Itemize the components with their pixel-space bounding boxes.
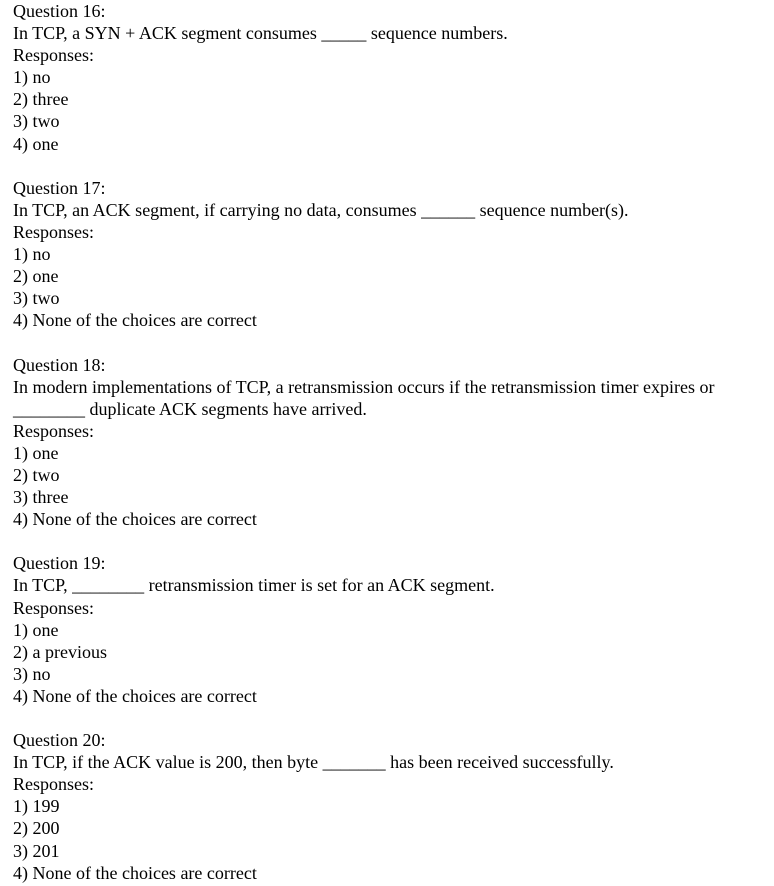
response-option: 2) 200 bbox=[13, 818, 60, 839]
response-option: 3) two bbox=[13, 111, 60, 132]
responses-label: Responses: bbox=[13, 221, 94, 242]
question-title: Question 16: bbox=[13, 1, 106, 21]
response-option: 3) three bbox=[13, 487, 69, 508]
response-option: 4) None of the choices are correct bbox=[13, 685, 257, 706]
response-option: 1) no bbox=[13, 244, 51, 265]
response-option: 1) no bbox=[13, 67, 51, 88]
question-title: Question 17: bbox=[13, 177, 106, 198]
document-page bbox=[13, 0, 773, 884]
blank-line bbox=[13, 155, 773, 177]
question-text: In TCP, ________ retransmission timer is set for an ACK segment. bbox=[13, 575, 495, 596]
response-option: 3) 201 bbox=[13, 840, 60, 861]
responses-label: Responses: bbox=[13, 597, 94, 618]
question-title: Question 18: bbox=[13, 354, 106, 375]
question-19 bbox=[13, 552, 773, 707]
response-option: 4) None of the choices are correct bbox=[13, 862, 257, 883]
blank-line bbox=[13, 331, 773, 353]
question-text: In TCP, a SYN + ACK segment consumes _____ sequence numbers. bbox=[13, 23, 508, 44]
response-option: 2) one bbox=[13, 266, 59, 287]
response-option: 1) one bbox=[13, 442, 59, 463]
question-text-line-1: In modern implementations of TCP, a retransmission occurs if the retransmission timer expires or bbox=[13, 376, 715, 397]
question-title: Question 19: bbox=[13, 553, 106, 574]
question-18 bbox=[13, 354, 773, 531]
blank-line bbox=[13, 530, 773, 552]
question-20 bbox=[13, 729, 773, 884]
response-option: 2) two bbox=[13, 464, 60, 485]
question-text: In TCP, an ACK segment, if carrying no data, consumes ______ sequence number(s). bbox=[13, 199, 629, 220]
response-option: 4) None of the choices are correct bbox=[13, 310, 257, 331]
question-17 bbox=[13, 177, 773, 332]
response-option: 2) three bbox=[13, 89, 69, 110]
responses-label: Responses: bbox=[13, 420, 94, 441]
response-option: 1) 199 bbox=[13, 796, 60, 817]
response-option: 3) no bbox=[13, 663, 51, 684]
blank-line bbox=[13, 707, 773, 729]
question-text: In TCP, if the ACK value is 200, then byte _______ has been received successfully. bbox=[13, 752, 614, 773]
responses-label: Responses: bbox=[13, 45, 94, 66]
response-option: 2) a previous bbox=[13, 641, 107, 662]
question-16 bbox=[13, 0, 773, 155]
response-option: 3) two bbox=[13, 288, 60, 309]
response-option: 1) one bbox=[13, 619, 59, 640]
question-title: Question 20: bbox=[13, 730, 106, 751]
responses-label: Responses: bbox=[13, 774, 94, 795]
response-option: 4) None of the choices are correct bbox=[13, 509, 257, 530]
question-text-line-2: ________ duplicate ACK segments have arrived. bbox=[13, 398, 367, 419]
response-option: 4) one bbox=[13, 133, 59, 154]
